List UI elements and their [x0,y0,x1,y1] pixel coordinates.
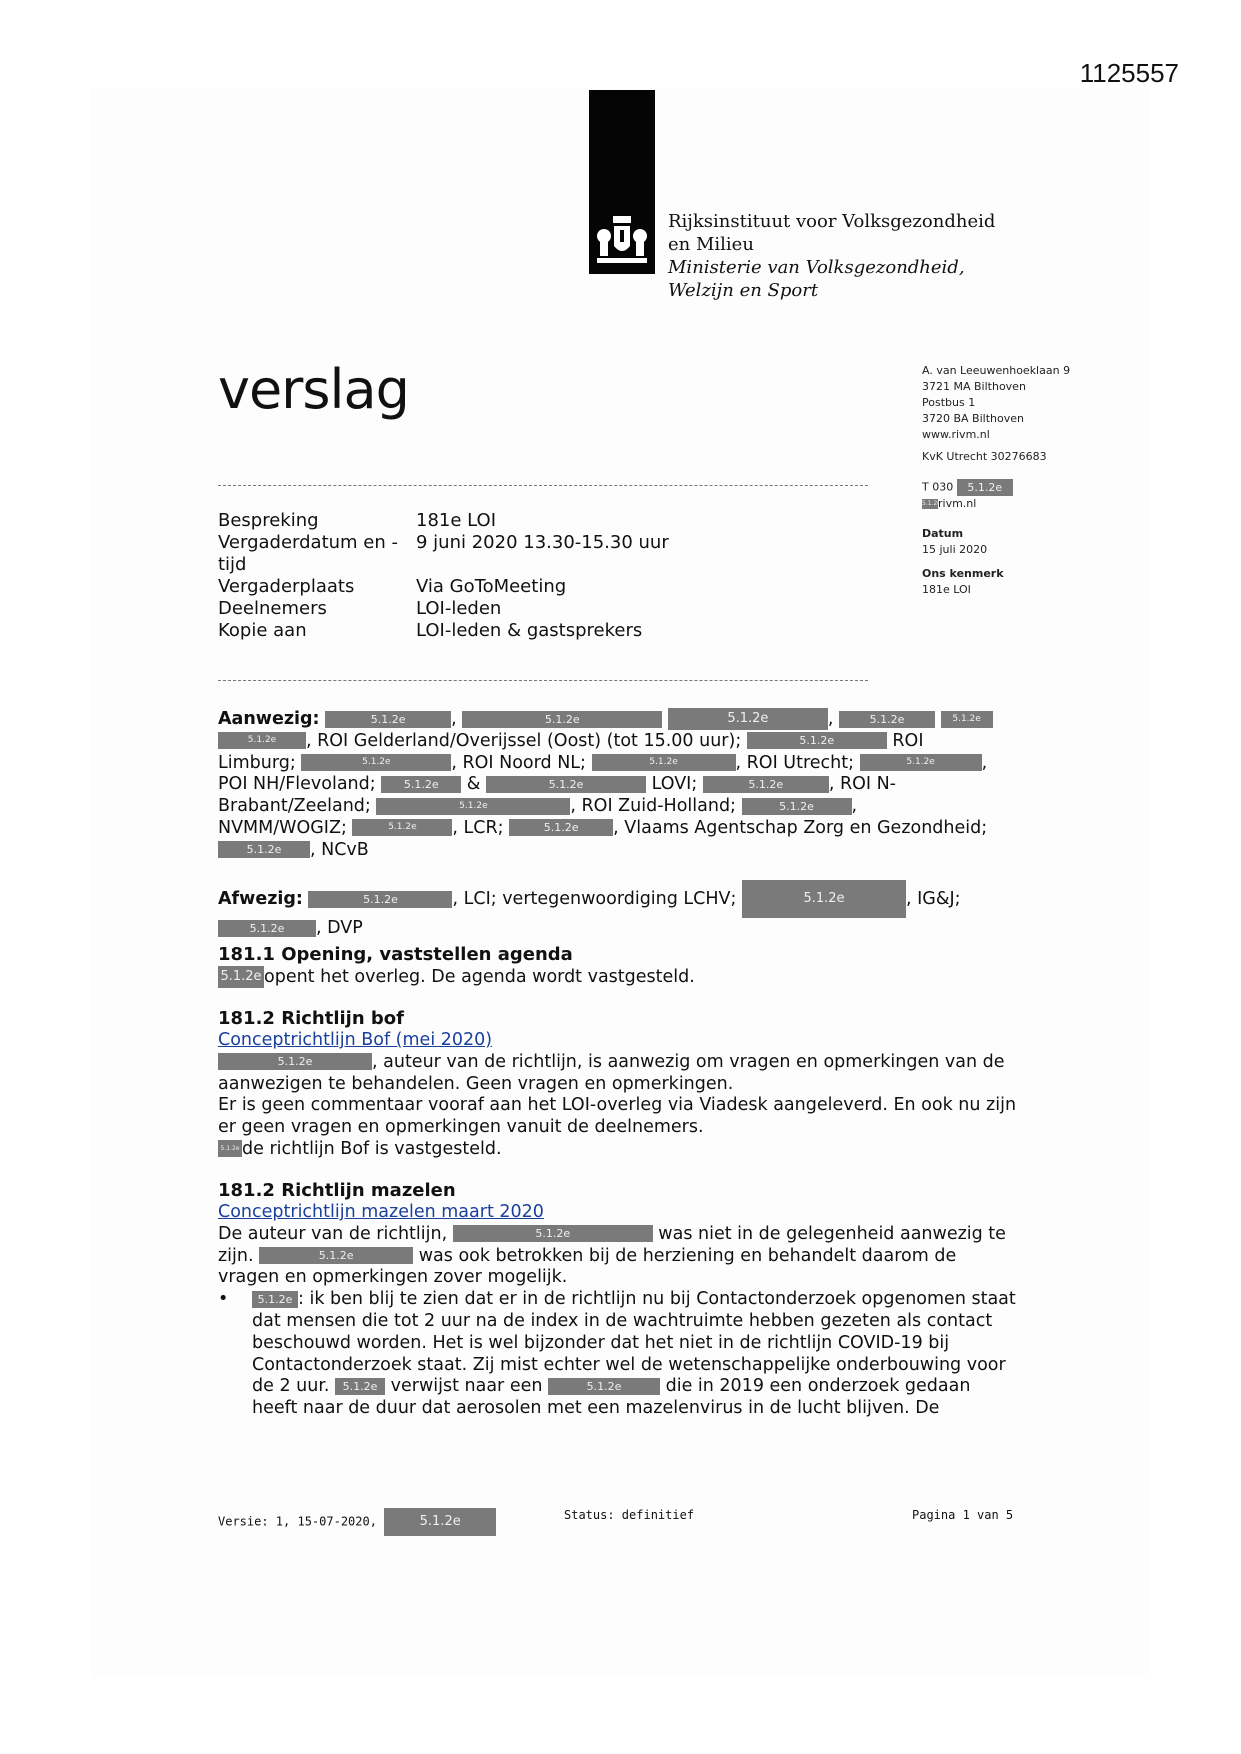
redaction-box: 5.1.2e [453,1225,653,1242]
redaction-box: 5.1.2e [668,708,828,730]
section-text: de richtlijn Bof is vastgesteld. [242,1138,502,1159]
redaction-box: 5.1.2e [376,798,570,815]
attendees-present: Aanwezig: 5.1.2e , 5.1.2e 5.1.2e , 5.1.2e 5.1.2e 5.1.2e , ROI Gelderland/Overijssel (Oost) (tot 15.00 uur); 5.1.2e ROI Limburg; 5.1.2e , ROI Noord NL; 5.1.2e , ROI Utrecht; 5.1.2e , POI NH/Flevoland; 5.1.2e & 5.1.2e LOVI; 5.1.2e , ROI N- Brabant/Zeeland; 5.1.2e , ROI Zuid-Holland; 5.1.2e , NVMM/WOGIZ; 5.1.2e , LCR; 5.1.2e , Vlaams Agentschap Zorg en Gezondheid; 5.1.2e , NCvB [218,708,1018,862]
meta-value: 181e LOI [416,510,497,531]
section-text: , auteur van de richtlijn, is aanwezig om vragen en opmerkingen van de aanwezigen te behandelen. Geen vragen en opmerkingen. [218,1051,1005,1094]
meta-key: Vergaderplaats [218,576,355,597]
meta-row [218,532,669,576]
page-title: verslag [218,358,409,421]
redaction-box: 5.1.2e [747,732,887,749]
reference-value: 181e LOI [922,583,971,596]
meta-row [218,576,669,598]
address-line: Postbus 1 [922,396,976,409]
meta-key: Deelnemers [218,598,327,619]
meta-value: 9 juni 2020 13.30-15.30 uur [416,532,669,553]
redaction-box: 5.1.2e [384,1508,496,1536]
sidebar-address [922,363,1070,598]
email-line [922,496,1070,512]
website: www.rivm.nl [922,428,990,441]
phone-line [922,479,1070,496]
redaction-box: 5.1.2e [922,500,941,507]
divider-top [218,485,868,486]
absent-text: , DVP [316,918,363,938]
meta-row [218,620,669,642]
section-text: was niet in de gelegenheid aanwezig te zijn. [218,1223,1006,1266]
footer-version [218,1508,496,1536]
section-text: : ik ben blij te zien dat er in de richtlijn nu bij Contactonderzoek opgenomen staat dat mensen die tot 2 uur na de index in de wachtruimte hebben gezeten als contact beschouwd worden. Het is wel bijzonder dat het niet in de richtlijn COVID-19 bij Contactonderzoek staat. Zij mist echter wel de wetenschappelijke onderbouwing voor de 2 uur. [252,1289,1016,1397]
logo-bar [589,90,655,274]
redaction-box: 5.1.2e [218,920,316,937]
meta-row [218,598,669,620]
redaction-box: 5.1.2e [381,776,461,793]
present-text: , ROI Zuid-Holland; [570,796,736,817]
present-text: LOVI; [651,774,698,795]
redaction-box: 5.1.2e [957,479,1013,496]
reference-label: Ons kenmerk [922,567,1004,580]
section-heading: 181.2 Richtlijn mazelen [218,1180,456,1201]
meta-key: Kopie aan [218,620,307,641]
address-line: A. van Leeuwenhoeklaan 9 [922,364,1071,377]
present-text: ROI [892,730,924,751]
org-line-1: Rijksinstituut voor Volksgezondheid [668,211,996,232]
meta-key: Vergaderdatum en -tijd [218,532,398,575]
section-text: was ook betrokken bij de herziening en behandelt daarom de vragen en opmerkingen zover mogelijk. [218,1245,957,1288]
phone-prefix: T 030 [922,480,954,494]
divider-bottom [218,680,868,681]
redaction-box: 5.1.2e [860,754,982,771]
coat-of-arms-icon [593,214,651,266]
redaction-box: 5.1.2e [252,1291,298,1308]
section-text: verwijst naar een [390,1376,543,1397]
present-text: , LCR; [452,817,504,838]
redaction-box: 5.1.2e [218,1140,242,1157]
section-mazelen [218,1180,1018,1420]
address-line: 3720 BA Bilthoven [922,412,1024,425]
present-text: Brabant/Zeeland; [218,796,371,817]
present-text: , NCvB [310,839,369,860]
meta-value: LOI-leden & gastsprekers [416,620,643,641]
guideline-link[interactable]: Conceptrichtlijn mazelen maart 2020 [218,1202,544,1222]
present-text: Limburg; [218,752,296,773]
document-number: 1125557 [1079,58,1179,88]
redaction-box: 5.1.2e [325,711,451,728]
absent-text: , IG&J; [906,889,961,909]
redaction-box: 5.1.2e [335,1378,385,1395]
present-text: , ROI Gelderland/Overijssel (Oost) (tot 15.00 uur); [306,730,742,751]
meta-row [218,510,669,532]
meta-value: Via GoToMeeting [416,576,567,597]
section-heading: 181.1 Opening, vaststellen agenda [218,944,573,965]
redaction-box: 5.1.2e [259,1247,413,1264]
redaction-box: 5.1.2e [462,711,662,728]
redaction-box: 5.1.2e [308,891,452,908]
address-line: 3721 MA Bilthoven [922,380,1026,393]
meta-value: LOI-leden [416,598,502,619]
email-suffix: rivm.nl [938,497,977,510]
present-text: & [466,774,481,795]
meeting-details [218,510,669,642]
redaction-box: 5.1.2e [218,732,306,749]
present-text: NVMM/WOGIZ; [218,817,347,838]
org-line-3: Ministerie van Volksgezondheid, [668,257,965,278]
date-value: 15 juli 2020 [922,543,988,556]
kvk-number: KvK Utrecht 30276683 [922,450,1047,463]
redaction-box: 5.1.2e [218,1053,372,1070]
section-opening [218,944,1018,989]
redaction-box: 5.1.2e [839,711,935,728]
footer-page-number: Pagina 1 van 5 [912,1508,1014,1522]
present-text: , Vlaams Agentschap Zorg en Gezondheid; [613,817,988,838]
present-text: , ROI N- [828,774,897,795]
present-text: , ROI Utrecht; [735,752,855,773]
attendees-absent [218,880,1018,940]
present-label: Aanwezig: [218,709,320,729]
section-heading: 181.2 Richtlijn bof [218,1008,404,1029]
date-label: Datum [922,527,964,540]
redaction-box: 5.1.2e [218,841,310,858]
section-text: Er is geen commentaar vooraf aan het LOI-overleg via Viadesk aangeleverd. En ook nu zijn er geen vragen en opmerkingen vanuit de deelnemers. [218,1095,1017,1138]
list-item-text [252,1289,1018,1420]
redaction-box: 5.1.2e [509,819,613,836]
present-text: , ROI Noord NL; [451,752,586,773]
guideline-link[interactable]: Conceptrichtlijn Bof (mei 2020) [218,1030,493,1050]
section-bof [218,1008,1018,1161]
redaction-box: 5.1.2e [218,966,264,988]
list-item [218,1289,1018,1420]
redaction-box: 5.1.2e [703,776,829,793]
section-text: opent het overleg. De agenda wordt vastgesteld. [264,967,695,987]
redaction-box: 5.1.2e [742,798,852,815]
meta-key: Bespreking [218,510,319,531]
footer-status: Status: definitief [564,1508,695,1522]
org-line-4: Welzijn en Sport [668,280,819,301]
present-text: POI NH/Flevoland; [218,774,376,795]
redaction-box: 5.1.2e [592,754,736,771]
section-text: die in 2019 een onderzoek gedaan heeft naar de duur dat aerosolen met een mazelenvirus in de lucht blijven. De [252,1376,971,1419]
bullet-icon: • [218,1289,229,1310]
redaction-box: 5.1.2e [742,880,906,918]
redaction-box: 5.1.2e [941,711,993,728]
absent-text: , LCI; vertegenwoordiging LCHV; [452,889,737,909]
redaction-box: 5.1.2e [548,1378,660,1395]
absent-label: Afwezig: [218,889,303,909]
redaction-box: 5.1.2e [301,754,451,771]
footer-version-text: Versie: 1, 15-07-2020, [218,1514,377,1529]
redaction-box: 5.1.2e [352,819,452,836]
organization-name [668,210,995,302]
redaction-box: 5.1.2e [486,776,646,793]
org-line-2: en Milieu [668,234,754,255]
section-text: De auteur van de richtlijn, [218,1223,448,1244]
